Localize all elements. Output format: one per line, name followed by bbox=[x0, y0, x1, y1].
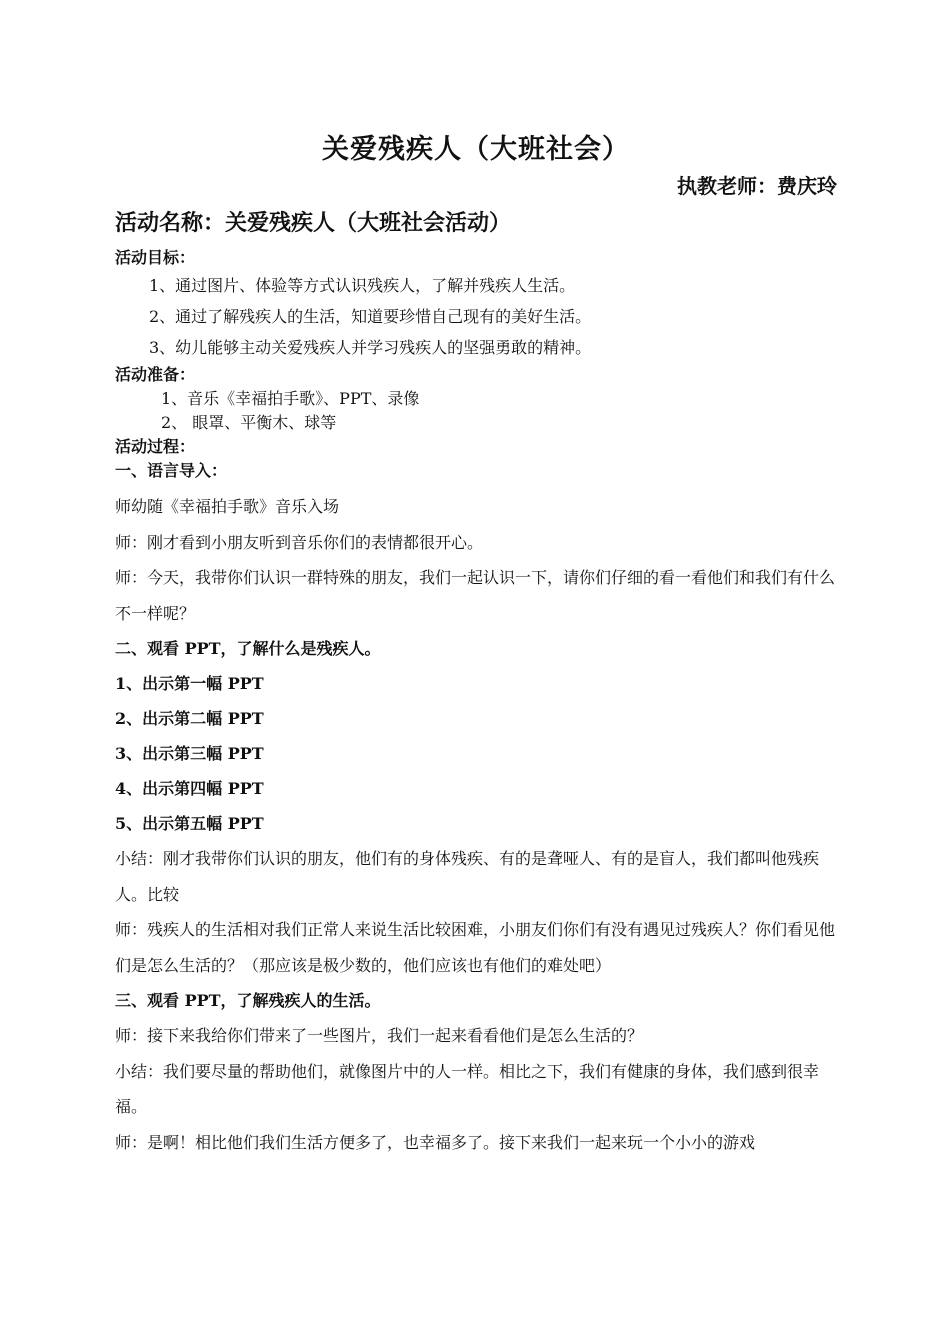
ppt-step: 4、出示第四幅 PPT bbox=[115, 779, 264, 798]
ppt-step: 1、出示第一幅 PPT bbox=[115, 674, 264, 693]
section1-heading: 一、语言导入： bbox=[115, 461, 228, 480]
section3-heading: 三、观看 PPT，了解残疾人的生活。 bbox=[115, 991, 381, 1010]
section3-paragraph: 小结：我们要尽量的帮助他们，就像图片中的人一样。相比之下，我们有健康的身体，我们感到很幸福。 bbox=[115, 1061, 820, 1116]
prep-item: 2、 眼罩、平衡木、球等 bbox=[161, 413, 337, 432]
goals-label: 活动目标： bbox=[115, 248, 196, 267]
section2-paragraph: 小结：刚才我带你们认识的朋友，他们有的身体残疾、有的是聋哑人、有的是盲人，我们都叫他残疾人。比较 bbox=[115, 849, 820, 904]
ppt-step: 5、出示第五幅 PPT bbox=[115, 814, 264, 833]
process-label: 活动过程： bbox=[115, 437, 196, 456]
section3-paragraph: 师：接下来我给你们带来了一些图片，我们一起来看看他们是怎么生活的？ bbox=[115, 1026, 644, 1045]
section3-paragraph: 师：是啊！相比他们我们生活方便多了，也幸福多了。接下来我们一起来玩一个小小的游戏 bbox=[115, 1132, 756, 1152]
section2-paragraph: 师：残疾人的生活相对我们正常人来说生活比较困难，小朋友们你们有没有遇见过残疾人？你们看见他们是怎么生活的？（那应该是极少数的，他们应该也有他们的难处吧） bbox=[115, 920, 836, 975]
goal-item: 2、通过了解残疾人的生活，知道要珍惜自己现有的美好生活。 bbox=[149, 307, 592, 326]
section2-heading: 二、观看 PPT，了解什么是残疾人。 bbox=[115, 639, 381, 658]
document-page bbox=[115, 130, 837, 1160]
section1-paragraph: 师幼随《幸福拍手歌》音乐入场 bbox=[115, 497, 340, 516]
section1-paragraph: 师：刚才看到小朋友听到音乐你们的表情都很开心。 bbox=[115, 532, 484, 552]
section1-paragraph: 师：今天，我带你们认识一群特殊的朋友，我们一起认识一下，请你们仔细的看一看他们和我们有什么不一样呢？ bbox=[115, 568, 836, 623]
teacher-name: 执教老师：费庆玲 bbox=[677, 174, 837, 198]
document-title: 关爱残疾人（大班社会） bbox=[322, 134, 630, 165]
goal-item: 3、幼儿能够主动关爱残疾人并学习残疾人的坚强勇敢的精神。 bbox=[149, 338, 592, 357]
activity-name: 活动名称：关爱残疾人（大班社会活动） bbox=[115, 211, 512, 236]
ppt-step: 3、出示第三幅 PPT bbox=[115, 744, 264, 763]
prep-item: 1、音乐《幸福拍手歌》、PPT、录像 bbox=[161, 389, 420, 408]
goal-item: 1、通过图片、体验等方式认识残疾人，了解并残疾人生活。 bbox=[149, 276, 576, 295]
ppt-step: 2、出示第二幅 PPT bbox=[115, 709, 264, 728]
prep-label: 活动准备： bbox=[115, 365, 196, 384]
